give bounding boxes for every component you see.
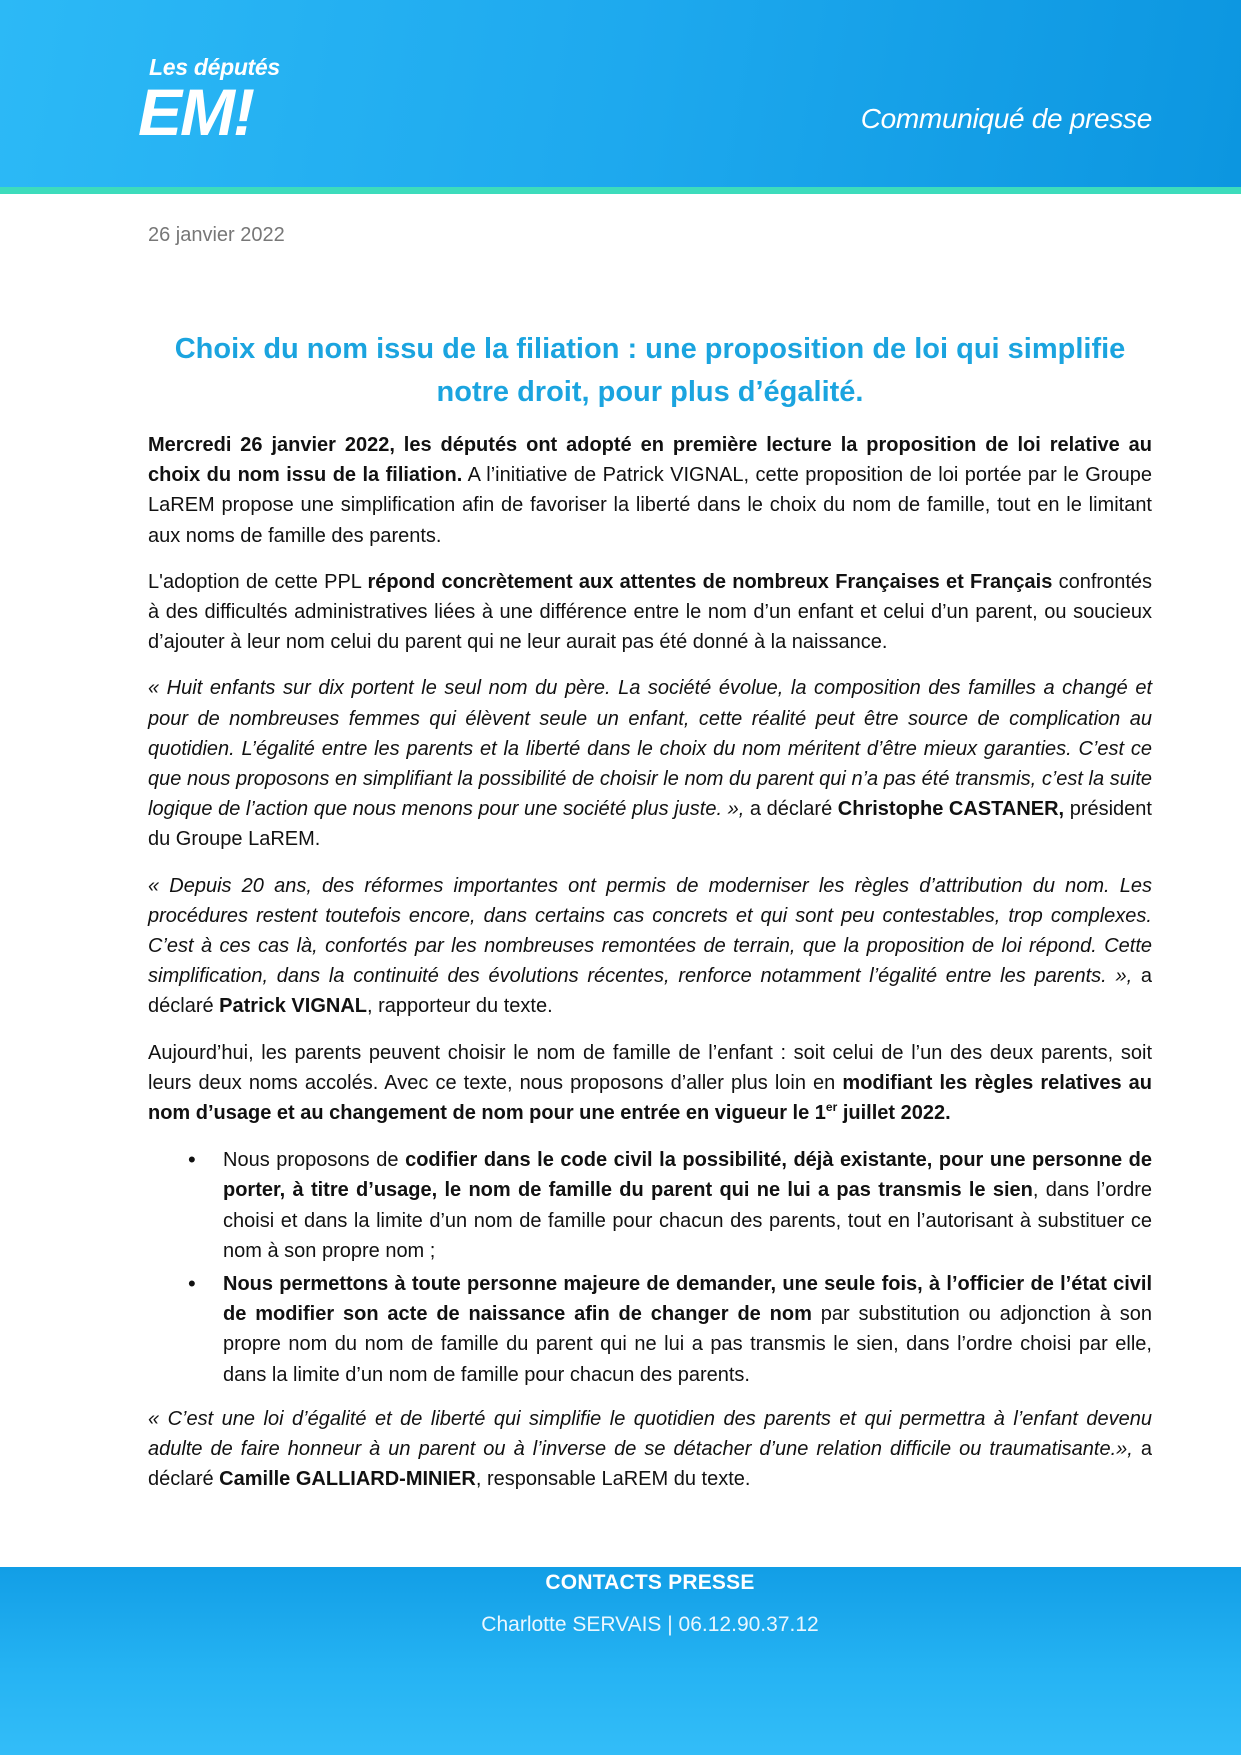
paragraph-adoption [148, 567, 1152, 658]
text: a déclaré [744, 798, 838, 821]
bold-text: Mercredi 26 janvier 2022, les députés ont adopté en première lecture la proposition de loi relative au choix du nom issu de la filiation. [148, 434, 1152, 487]
title-line-1: Choix du nom issu de la filiation : une proposition de loi qui simplifie [174, 333, 1126, 365]
list-item [223, 1145, 1152, 1266]
list-item [223, 1269, 1152, 1390]
bold-text: codifier dans le code civil la possibilité, déjà existante, pour une personne de porter, à titre d’usage, le nom de famille du parent qui ne lui a pas transmis le sien [223, 1149, 1152, 1202]
quote-text: « Depuis 20 ans, des réformes importantes ont permis de moderniser les règles d’attribution du nom. Les procédures restent toutefois encore, dans certains cas concrets et qui sont peu contestables, trop complexes. C’est à ces cas là, confortés par les nombreuses remontées de terrain, que la proposition de loi répond. Cette simplification, dans la continuité des évolutions récentes, renforce notamment l’égalité entre les parents. », [148, 874, 1152, 988]
document-body [148, 220, 1152, 1495]
footer-banner [0, 1567, 1241, 1755]
speaker-name: Patrick VIGNAL [219, 995, 367, 1018]
text: L'adoption de cette PPL [148, 570, 368, 593]
release-date: 26 janvier 2022 [148, 224, 285, 246]
bold-text: modifiant les règles relatives au nom d’usage et au changement de nom pour une entrée en vigueur le 1 [148, 1071, 1152, 1125]
paragraph-current-law [148, 1038, 1152, 1129]
header-banner [0, 0, 1241, 187]
text: a déclaré [148, 1438, 1152, 1491]
text: , dans l’ordre choisi et dans la limite d’un nom de famille pour chacun des parents, tout en l’autorisant à substituer ce nom à son propre nom ; [223, 1179, 1152, 1262]
bold-text: juillet 2022. [837, 1102, 951, 1125]
paragraph-quote-castaner [148, 673, 1152, 854]
bold-text: Nous permettons à toute personne majeure de demander, une seule fois, à l’officier de l’état civil de modifier son acte de naissance afin de changer de nom [223, 1273, 1152, 1326]
text: , rapporteur du texte. [366, 995, 553, 1018]
text: confrontés à des difficultés administratives liées à une différence entre le nom d’un enfant et celui d’un parent, ou soucieux d’ajouter à leur nom celui du parent qui ne leur aurait pas été donné à la naissance. [148, 570, 1152, 654]
contact-details: Charlotte SERVAIS | 06.12.90.37.12 [481, 1613, 819, 1636]
speaker-name: Christophe CASTANER, [837, 798, 1065, 821]
press-contacts [148, 1568, 1152, 1640]
logo-top-text: Les députés [149, 54, 280, 80]
text: président du Groupe LaREM. [148, 798, 1152, 851]
paragraph-quote-vignal [148, 871, 1152, 1022]
page-title [148, 328, 1152, 414]
header-accent-line [0, 187, 1241, 194]
text: , responsable LaREM du texte. [475, 1468, 751, 1491]
bold-text: répond concrètement aux attentes de nombreux Françaises et Français [367, 570, 1053, 593]
logo-main-text: EM! [138, 75, 253, 149]
quote-text: « C’est une loi d’égalité et de liberté qui simplifie le quotidien des parents et qui permettra à l’enfant devenu adulte de faire honneur à un parent ou à l’inverse de se détacher d’une relation difficile ou traumatisante.», [148, 1407, 1152, 1461]
superscript-text: er [825, 1100, 838, 1115]
les-deputes-em-logo [138, 54, 298, 149]
text: a déclaré [148, 965, 1153, 1018]
text: Aujourd’hui, les parents peuvent choisir le nom de famille de l’enfant : soit celui de l’un des deux parents, soit leurs deux noms accolés. Avec ce texte, nous proposons d’aller plus loin en [148, 1041, 1152, 1094]
title-line-2: notre droit, pour plus d’égalité. [436, 376, 864, 408]
proposals-list [148, 1145, 1152, 1390]
quote-text: « Huit enfants sur dix portent le seul nom du père. La société évolue, la composition des familles a changé et pour de nombreuses femmes qui élèvent seule un enfant, cette réalité peut être source de complication au quotidien. L’égalité entre les parents et la liberté dans le choix du nom méritent d’être mieux garanties. C’est ce que nous proposons en simplifiant la possibilité de choisir le nom du parent qui n’a pas été transmis, c’est la suite logique de l’action que nous menons pour une société plus juste. », [148, 677, 1152, 821]
speaker-name: Camille GALLIARD-MINIER [219, 1468, 476, 1491]
contacts-heading: CONTACTS PRESSE [545, 1571, 755, 1594]
text: Nous proposons de [223, 1149, 406, 1172]
document-type-label: Communiqué de presse [860, 103, 1152, 134]
text: par substitution ou adjonction à son propre nom du nom de famille du parent qui ne lui a pas transmis le sien, dans l’ordre choisi par elle, dans la limite d’un nom de famille pour chacun des parents. [223, 1303, 1153, 1386]
text: A l’initiative de Patrick VIGNAL, cette proposition de loi portée par le Groupe LaREM propose une simplification afin de favoriser la liberté dans le choix du nom de famille, tout en le limitant aux noms de famille des parents. [148, 464, 1152, 547]
paragraph-quote-galliard-minier [148, 1404, 1152, 1495]
paragraph-intro [148, 430, 1152, 551]
